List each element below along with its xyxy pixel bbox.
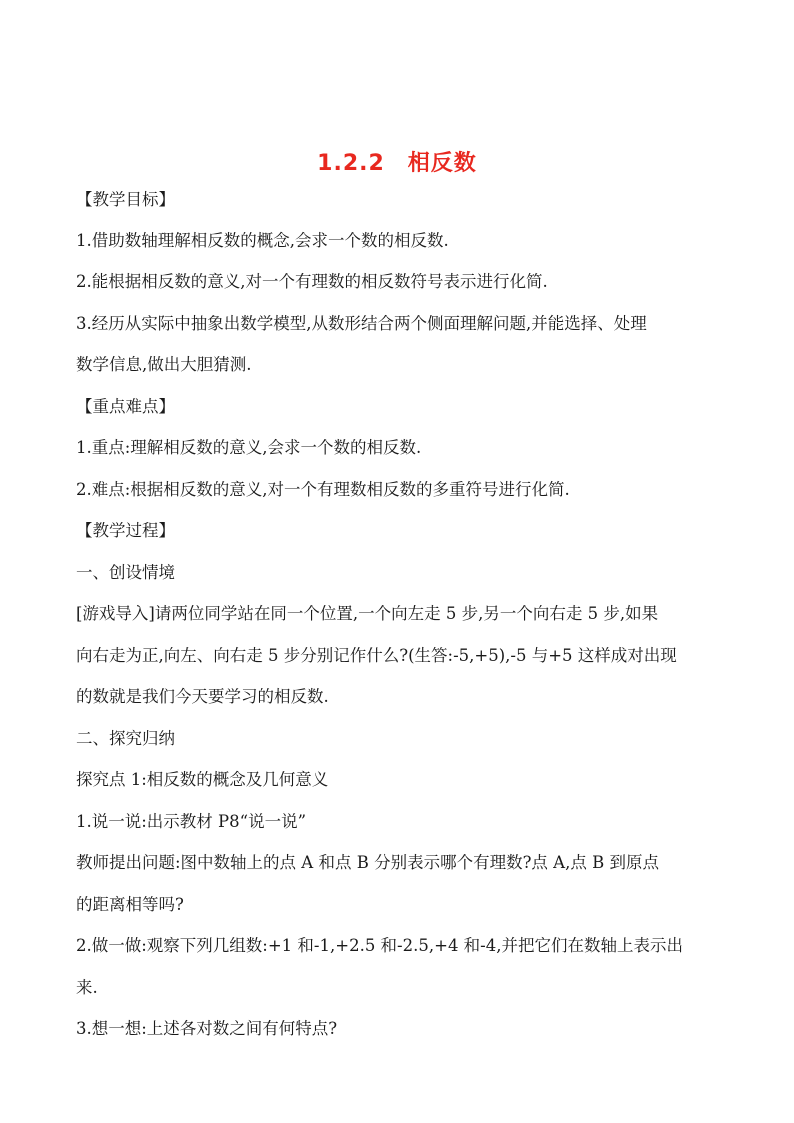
goal-2: 2.能根据相反数的意义,对一个有理数的相反数符号表示进行化简. [76, 272, 548, 291]
goal-3-line-1: 3.经历从实际中抽象出数学模型,从数形结合两个侧面理解问题,并能选择、处理 [76, 314, 647, 333]
goals-heading: 【教学目标】 [76, 190, 175, 209]
step-2-heading: 二、探究归纳 [76, 729, 175, 748]
teacher-question-line-2: 的距离相等吗? [76, 895, 184, 914]
goal-3-line-2: 数学信息,做出大胆猜测. [76, 355, 252, 374]
intro-line-2: 向右走为正,向左、向右走 5 步分别记作什么?(生答:-5,+5),-5 与+5 这样成对出现 [76, 646, 677, 665]
inquiry-point-1: 探究点 1:相反数的概念及几何意义 [76, 770, 329, 789]
intro-line-3: 的数就是我们今天要学习的相反数. [76, 687, 329, 706]
say-item: 1.说一说:出示教材 P8“说一说” [76, 812, 307, 831]
process-heading: 【教学过程】 [76, 521, 175, 540]
goal-1: 1.借助数轴理解相反数的概念,会求一个数的相反数. [76, 231, 449, 250]
think-item: 3.想一想:上述各对数之间有何特点? [76, 1019, 338, 1038]
teacher-question-line-1: 教师提出问题:图中数轴上的点 A 和点 B 分别表示哪个有理数?点 A,点 B 到原点 [76, 853, 659, 872]
key-point-2: 2.难点:根据相反数的意义,对一个有理数相反数的多重符号进行化简. [76, 480, 570, 499]
key-point-1: 1.重点:理解相反数的意义,会求一个数的相反数. [76, 438, 422, 457]
do-item-line-1: 2.做一做:观察下列几组数:+1 和-1,+2.5 和-2.5,+4 和-4,并把它们在数轴上表示出 [76, 936, 684, 955]
page-title: 1.2.2 相反数 [317, 151, 477, 176]
step-1-heading: 一、创设情境 [76, 563, 175, 582]
key-heading: 【重点难点】 [76, 397, 175, 416]
do-item-line-2: 来. [76, 978, 98, 997]
intro-line-1: [游戏导入]请两位同学站在同一个位置,一个向左走 5 步,另一个向右走 5 步,如果 [76, 604, 659, 623]
